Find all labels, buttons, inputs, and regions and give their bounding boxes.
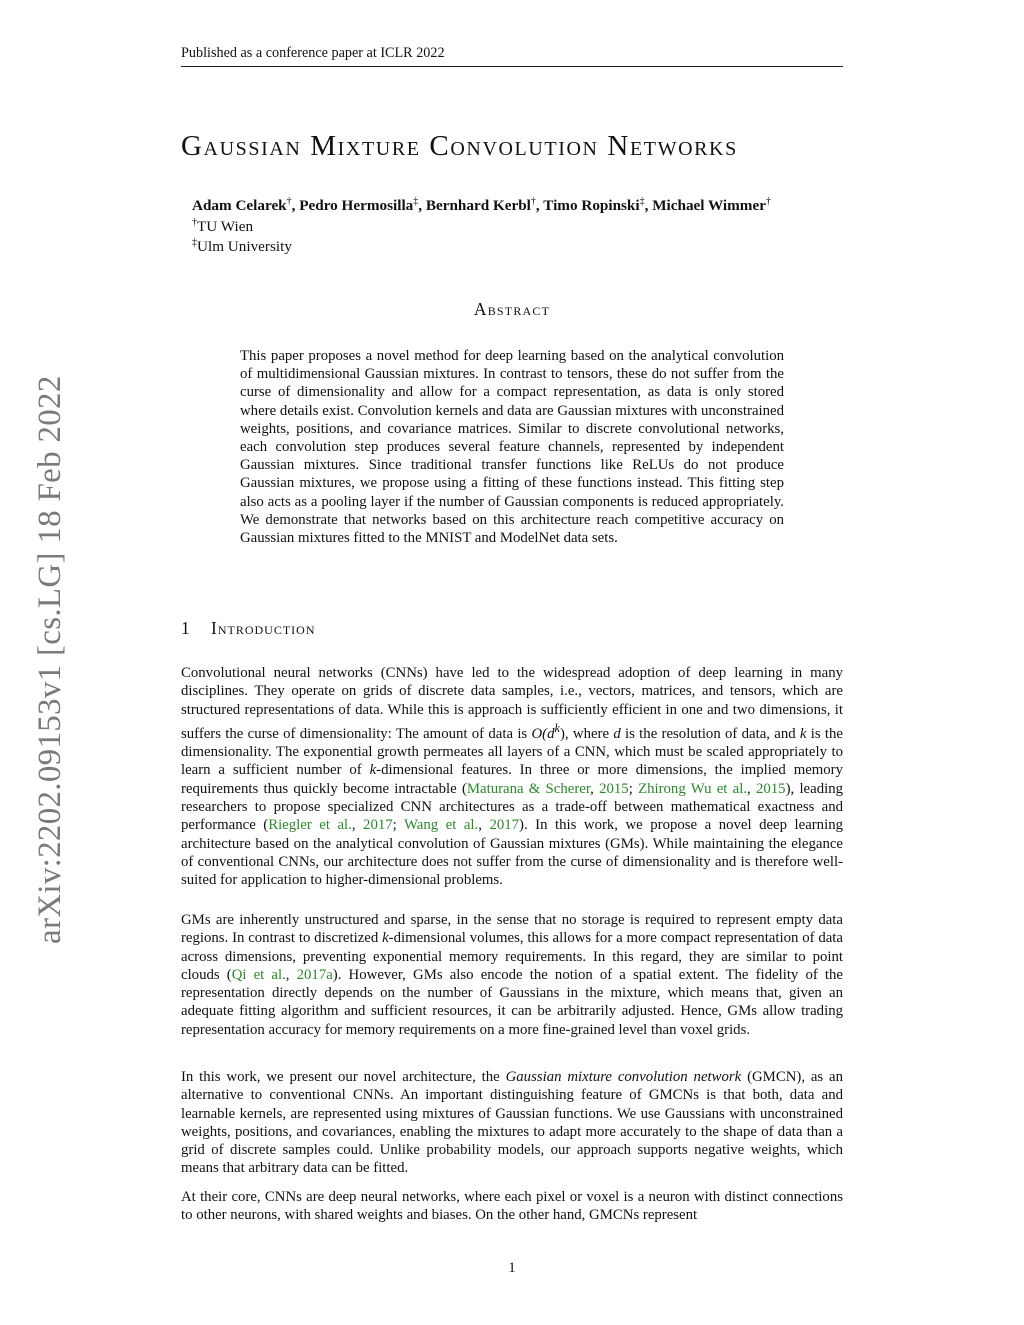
- intro-paragraph-3: [181, 1068, 843, 1178]
- text-run: is the resolution of data, and: [620, 725, 800, 742]
- author-name: Michael Wimmer: [652, 197, 766, 215]
- citation-year-link[interactable]: 2015: [599, 780, 629, 797]
- author-name: Bernhard Kerbl: [425, 197, 531, 215]
- text-run: (GMCN), as an alternative to conventional CNNs. An important distinguishing feature of GMCNs is that both, data and learnable kernels, are represented using mixtures of Gaussian functions. We use Gaussians with unconstrained weights, positions, and covariances, enabling the mixtures to adapt more accurately to the shape of data than a grid of discrete samples could. Unlike probability models, our approach supports negative weights, which means that arbitrary data can be fitted.: [181, 1069, 843, 1177]
- section-heading-introduction: [181, 617, 843, 639]
- text-run: Convolutional neural networks (CNNs) have led to the widespread adoption of deep learning in many disciplines. They operate on grids of discrete data samples, i.e., vectors, matrices, and tensors, which are structured representations of data. While this is approach is sufficiently efficient in one and two dimensions, it suffers the curse of dimensionality: The amount of data is: [181, 665, 843, 742]
- text-run: ,: [285, 966, 297, 983]
- intro-paragraph-1: [181, 664, 843, 889]
- citation-link[interactable]: Wang et al.: [404, 817, 479, 834]
- math-inline: k: [369, 762, 377, 779]
- text-run: ,: [478, 817, 490, 834]
- affiliation-mark: ‡: [413, 196, 419, 207]
- intro-paragraph-4: [181, 1188, 843, 1225]
- math-inline: d: [613, 725, 621, 742]
- text-run: -dimensional features. In three or more dimensions, the implied memory requirements thus quickly become intractable (: [181, 762, 843, 797]
- conference-header: Published as a conference paper at ICLR 2022: [181, 45, 445, 61]
- citation-link[interactable]: Qi et al.: [231, 966, 286, 983]
- affiliation-mark: †: [286, 196, 292, 207]
- citation-year-link[interactable]: 2015: [755, 780, 786, 797]
- affiliation-mark: ‡: [192, 237, 197, 248]
- math-inline: k: [382, 930, 389, 947]
- text-run: At their core, CNNs are deep neural networks, where each pixel or voxel is a neuron with distinct connections to other neurons, with shared weights and biases. On the other hand, GMCNs represent: [181, 1189, 843, 1224]
- text-run: -dimensional volumes, this allows for a more compact representation of data across dimensions, preventing exponential memory requirements. In this regard, they are similar to point clouds (: [181, 930, 843, 983]
- math-inline: O(d: [531, 725, 555, 742]
- text-run: GMs are inherently unstructured and sparse, in the sense that no storage is required to represent empty data regions. In contrast to discretized: [181, 912, 843, 947]
- author-list: Adam Celarek†, Pedro Hermosilla‡, Bernhard Kerbl†, Timo Ropinski‡, Michael Wimmer†: [192, 196, 771, 215]
- text-run: is the dimensionality. The exponential growth permeates all layers of a CNN, which must be scaled appropriately to learn a sufficient number of: [181, 725, 843, 779]
- affiliation-2: [192, 233, 492, 256]
- abstract-text: This paper proposes a novel method for deep learning based on the analytical convolution of multidimensional Gaussian mixtures. In contrast to tensors, these do not suffer from the curse of dimensionality and allow for a compact representation, as data is only stored where details exist. Convolution kernels and data are Gaussian mixtures with unconstrained weights, positions, and covariance matrices. Similar to discrete convolutional networks, each convolution step produces several feature channels, represented by independent Gaussian mixtures. Since traditional transfer functions like ReLUs do not produce Gaussian mixtures, we propose using a fitting of these functions instead. This fitting step also acts as a pooling layer if the number of Gaussian components is reduced appropriately. We demonstrate that networks based on this architecture reach competitive accuracy on Gaussian mixtures fitted to the MNIST and ModelNet data sets.: [240, 348, 784, 547]
- affiliation-mark: ‡: [639, 196, 645, 207]
- text-run: ). However, GMs also encode the notion of a spatial extent. The fidelity of the representation directly depends on the number of Gaussians in the mixture, which means that, given an adequate fitting algorithm and sufficient resources, it can be arbitrarily adjusted. Hence, GMs allow trading representation accuracy for memory requirements on a more fine-grained level than voxel grids.: [181, 966, 843, 1038]
- intro-paragraph-2: [181, 911, 843, 1039]
- text-run: In this work, we present our novel architecture, the: [181, 1069, 506, 1085]
- page-number: 1: [508, 1260, 516, 1276]
- text-run: ;: [392, 817, 404, 834]
- citation-link[interactable]: Zhirong Wu et al.: [638, 780, 748, 797]
- text-run: ). In this work, we propose a novel deep learning architecture based on the analytical convolution of Gaussian mixtures (GMs). While maintaining the elegance of conventional CNNs, our architecture does not suffer from the curse of dimensionality and is therefore well-suited for application to higher-dimensional problems.: [181, 817, 843, 889]
- header-rule: [181, 66, 843, 67]
- text-run: , where: [564, 725, 614, 742]
- section-number: 1: [181, 618, 191, 638]
- text-run: ,: [747, 780, 756, 797]
- affiliation-mark: †: [192, 217, 197, 228]
- math-superscript: k: [554, 720, 560, 735]
- text-run: ;: [628, 780, 639, 797]
- section-title: Introduction: [211, 618, 316, 638]
- emphasized-term: Gaussian mixture convolution network: [505, 1069, 742, 1085]
- paper-title: Gaussian Mixture Convolution Networks: [181, 130, 738, 162]
- text-run: ,: [351, 817, 364, 834]
- citation-link[interactable]: Riegler et al.: [268, 817, 352, 834]
- arxiv-watermark: arXiv:2202.09153v1 [cs.LG] 18 Feb 2022: [32, 375, 68, 944]
- text-run: ,: [590, 780, 600, 797]
- citation-year-link[interactable]: 2017: [489, 817, 520, 834]
- author-name: Adam Celarek: [192, 197, 287, 215]
- affiliation-name: Ulm University: [197, 238, 292, 256]
- author-name: Pedro Hermosilla: [299, 197, 414, 215]
- citation-link[interactable]: Maturana & Scherer: [466, 780, 591, 797]
- affiliation-mark: †: [530, 196, 536, 207]
- text-run: ), leading researchers to propose specialized CNN architectures as a trade-off between mathematical exactness and performance (: [181, 780, 843, 834]
- affiliation-name: TU Wien: [197, 218, 254, 236]
- abstract-heading: Abstract: [473, 299, 551, 319]
- citation-year-link[interactable]: 2017: [363, 817, 393, 834]
- affiliation-mark: †: [765, 196, 771, 207]
- author-name: Timo Ropinski: [543, 197, 640, 215]
- citation-year-link[interactable]: 2017a: [296, 966, 333, 983]
- math-inline: k: [799, 725, 807, 742]
- text-run: ): [559, 725, 565, 742]
